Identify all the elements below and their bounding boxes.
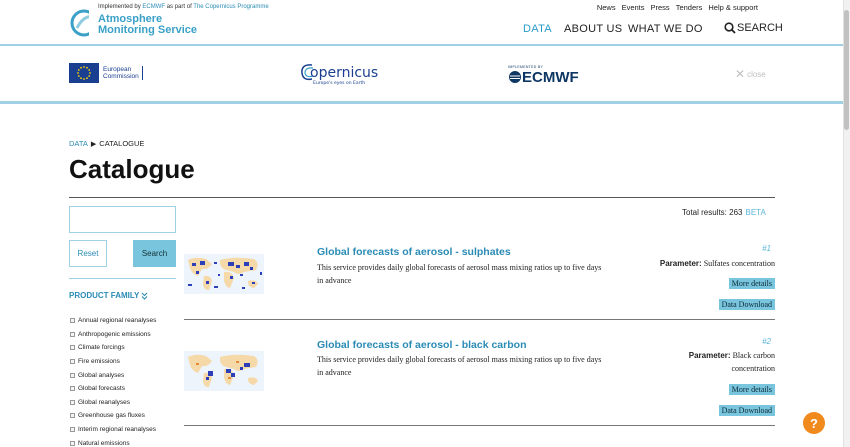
- facet-item[interactable]: Interim regional reanalyses: [70, 423, 156, 437]
- facet-item[interactable]: Natural emissions: [70, 436, 156, 447]
- scrollbar-thumb[interactable]: [844, 10, 849, 130]
- top-link-help-support[interactable]: Help & support: [708, 3, 758, 12]
- breadcrumb-data[interactable]: DATA: [69, 139, 88, 148]
- checkbox[interactable]: [70, 345, 75, 350]
- copernicus-logo[interactable]: opernicus Europe's eyes on Earth: [300, 62, 378, 86]
- divider: [184, 319, 775, 320]
- checkbox[interactable]: [70, 318, 75, 323]
- facet-item[interactable]: Annual regional reanalyses: [70, 314, 156, 328]
- result-thumbnail-map[interactable]: [184, 351, 264, 391]
- top-links: [597, 3, 758, 12]
- data-download-button[interactable]: Data Download: [719, 405, 775, 416]
- ecmwf-pre-label: IMPLEMENTED BY: [508, 65, 544, 69]
- product-family-toggle[interactable]: PRODUCT FAMILY: [69, 291, 148, 300]
- european-commission-logo[interactable]: [69, 63, 143, 83]
- result-number: #2: [762, 337, 771, 346]
- more-details-button[interactable]: More details: [729, 384, 775, 395]
- search-icon: [724, 22, 736, 34]
- ecmwf-logo[interactable]: IMPLEMENTED BY ECMWF: [508, 65, 579, 86]
- checkbox[interactable]: [70, 373, 75, 378]
- nav-data[interactable]: DATA: [523, 23, 552, 35]
- reset-button[interactable]: Reset: [69, 240, 107, 267]
- result-number: #1: [762, 244, 771, 253]
- site-header: [0, 0, 850, 46]
- top-link-events[interactable]: Events: [621, 3, 645, 12]
- copernicus-programme-link[interactable]: The Copernicus Programme: [193, 4, 269, 10]
- checkbox[interactable]: [70, 359, 75, 364]
- facet-item[interactable]: Global analyses: [70, 368, 156, 382]
- ec-label: European Commission: [103, 66, 143, 80]
- facet-item[interactable]: Global reanalyses: [70, 396, 156, 410]
- top-link-news[interactable]: News: [596, 3, 616, 12]
- result-parameter: Parameter: Black carbon concentration: [688, 351, 775, 373]
- ecmwf-globe-icon: [508, 70, 522, 84]
- help-button[interactable]: ?: [803, 412, 825, 434]
- result-description: This service provides daily global forecasts of aerosol mass mixing ratios up to five days in advance: [317, 263, 602, 285]
- close-partners-button[interactable]: ✕ close: [735, 67, 766, 81]
- checkbox[interactable]: [70, 427, 75, 432]
- facet-item[interactable]: Climate forcings: [70, 341, 156, 355]
- search-button[interactable]: Search: [133, 240, 176, 267]
- page-title: Catalogue: [69, 154, 195, 184]
- result-thumbnail-map[interactable]: [184, 254, 264, 294]
- facet-item[interactable]: Fire emissions: [70, 355, 156, 369]
- breadcrumb: [69, 139, 144, 148]
- partner-logos-bar: [0, 48, 843, 104]
- nav-search[interactable]: [724, 22, 783, 34]
- breadcrumb-catalogue: CATALOGUE: [99, 139, 145, 148]
- top-link-press[interactable]: Press: [650, 3, 670, 12]
- beta-badge: BETA: [745, 208, 766, 217]
- breadcrumb-arrow-icon: ▶: [90, 140, 97, 148]
- nav-what-we-do[interactable]: WHAT WE DO: [628, 23, 703, 35]
- result-parameter: Parameter: Sulfates concentration: [659, 259, 775, 268]
- facet-item[interactable]: Anthropogenic emissions: [70, 328, 156, 342]
- top-link-tenders[interactable]: Tenders: [675, 3, 703, 12]
- ecmwf-link[interactable]: ECMWF: [142, 4, 166, 10]
- more-details-button[interactable]: More details: [729, 278, 775, 289]
- checkbox[interactable]: [70, 386, 75, 391]
- checkbox[interactable]: [70, 441, 75, 446]
- result-title-link[interactable]: Global forecasts of aerosol - black carbon: [317, 339, 527, 351]
- close-icon: ✕: [735, 67, 746, 81]
- copernicus-tagline: Europe's eyes on Earth: [313, 81, 366, 86]
- chevron-down-icon: [141, 292, 148, 300]
- data-download-button[interactable]: Data Download: [719, 299, 775, 310]
- checkbox[interactable]: [70, 413, 75, 418]
- facet-item[interactable]: Greenhouse gas fluxes: [70, 409, 156, 423]
- result-title-link[interactable]: Global forecasts of aerosol - sulphates: [317, 246, 511, 258]
- brand-name[interactable]: Atmosphere Monitoring Service: [98, 13, 198, 36]
- divider: [69, 278, 176, 279]
- divider: [69, 197, 775, 198]
- checkbox[interactable]: [70, 332, 75, 337]
- page-scrollbar[interactable]: [843, 0, 850, 447]
- checkbox[interactable]: [70, 400, 75, 405]
- nav-search-label: SEARCH: [737, 22, 783, 34]
- total-results: Total results: 263 BETA: [682, 208, 766, 217]
- facet-item[interactable]: Global forecasts: [70, 382, 156, 396]
- catalogue-search-input[interactable]: [69, 206, 176, 233]
- result-description: This service provides daily global forecasts of aerosol mass mixing ratios up to five days in advance: [317, 355, 602, 377]
- divider: [184, 425, 775, 426]
- product-family-list: [70, 314, 156, 447]
- eu-flag-icon: [69, 63, 99, 83]
- nav-about-us[interactable]: ABOUT US: [564, 23, 623, 35]
- implemented-by-line: Implemented by ECMWF as part of The Copernicus Programme: [98, 4, 269, 10]
